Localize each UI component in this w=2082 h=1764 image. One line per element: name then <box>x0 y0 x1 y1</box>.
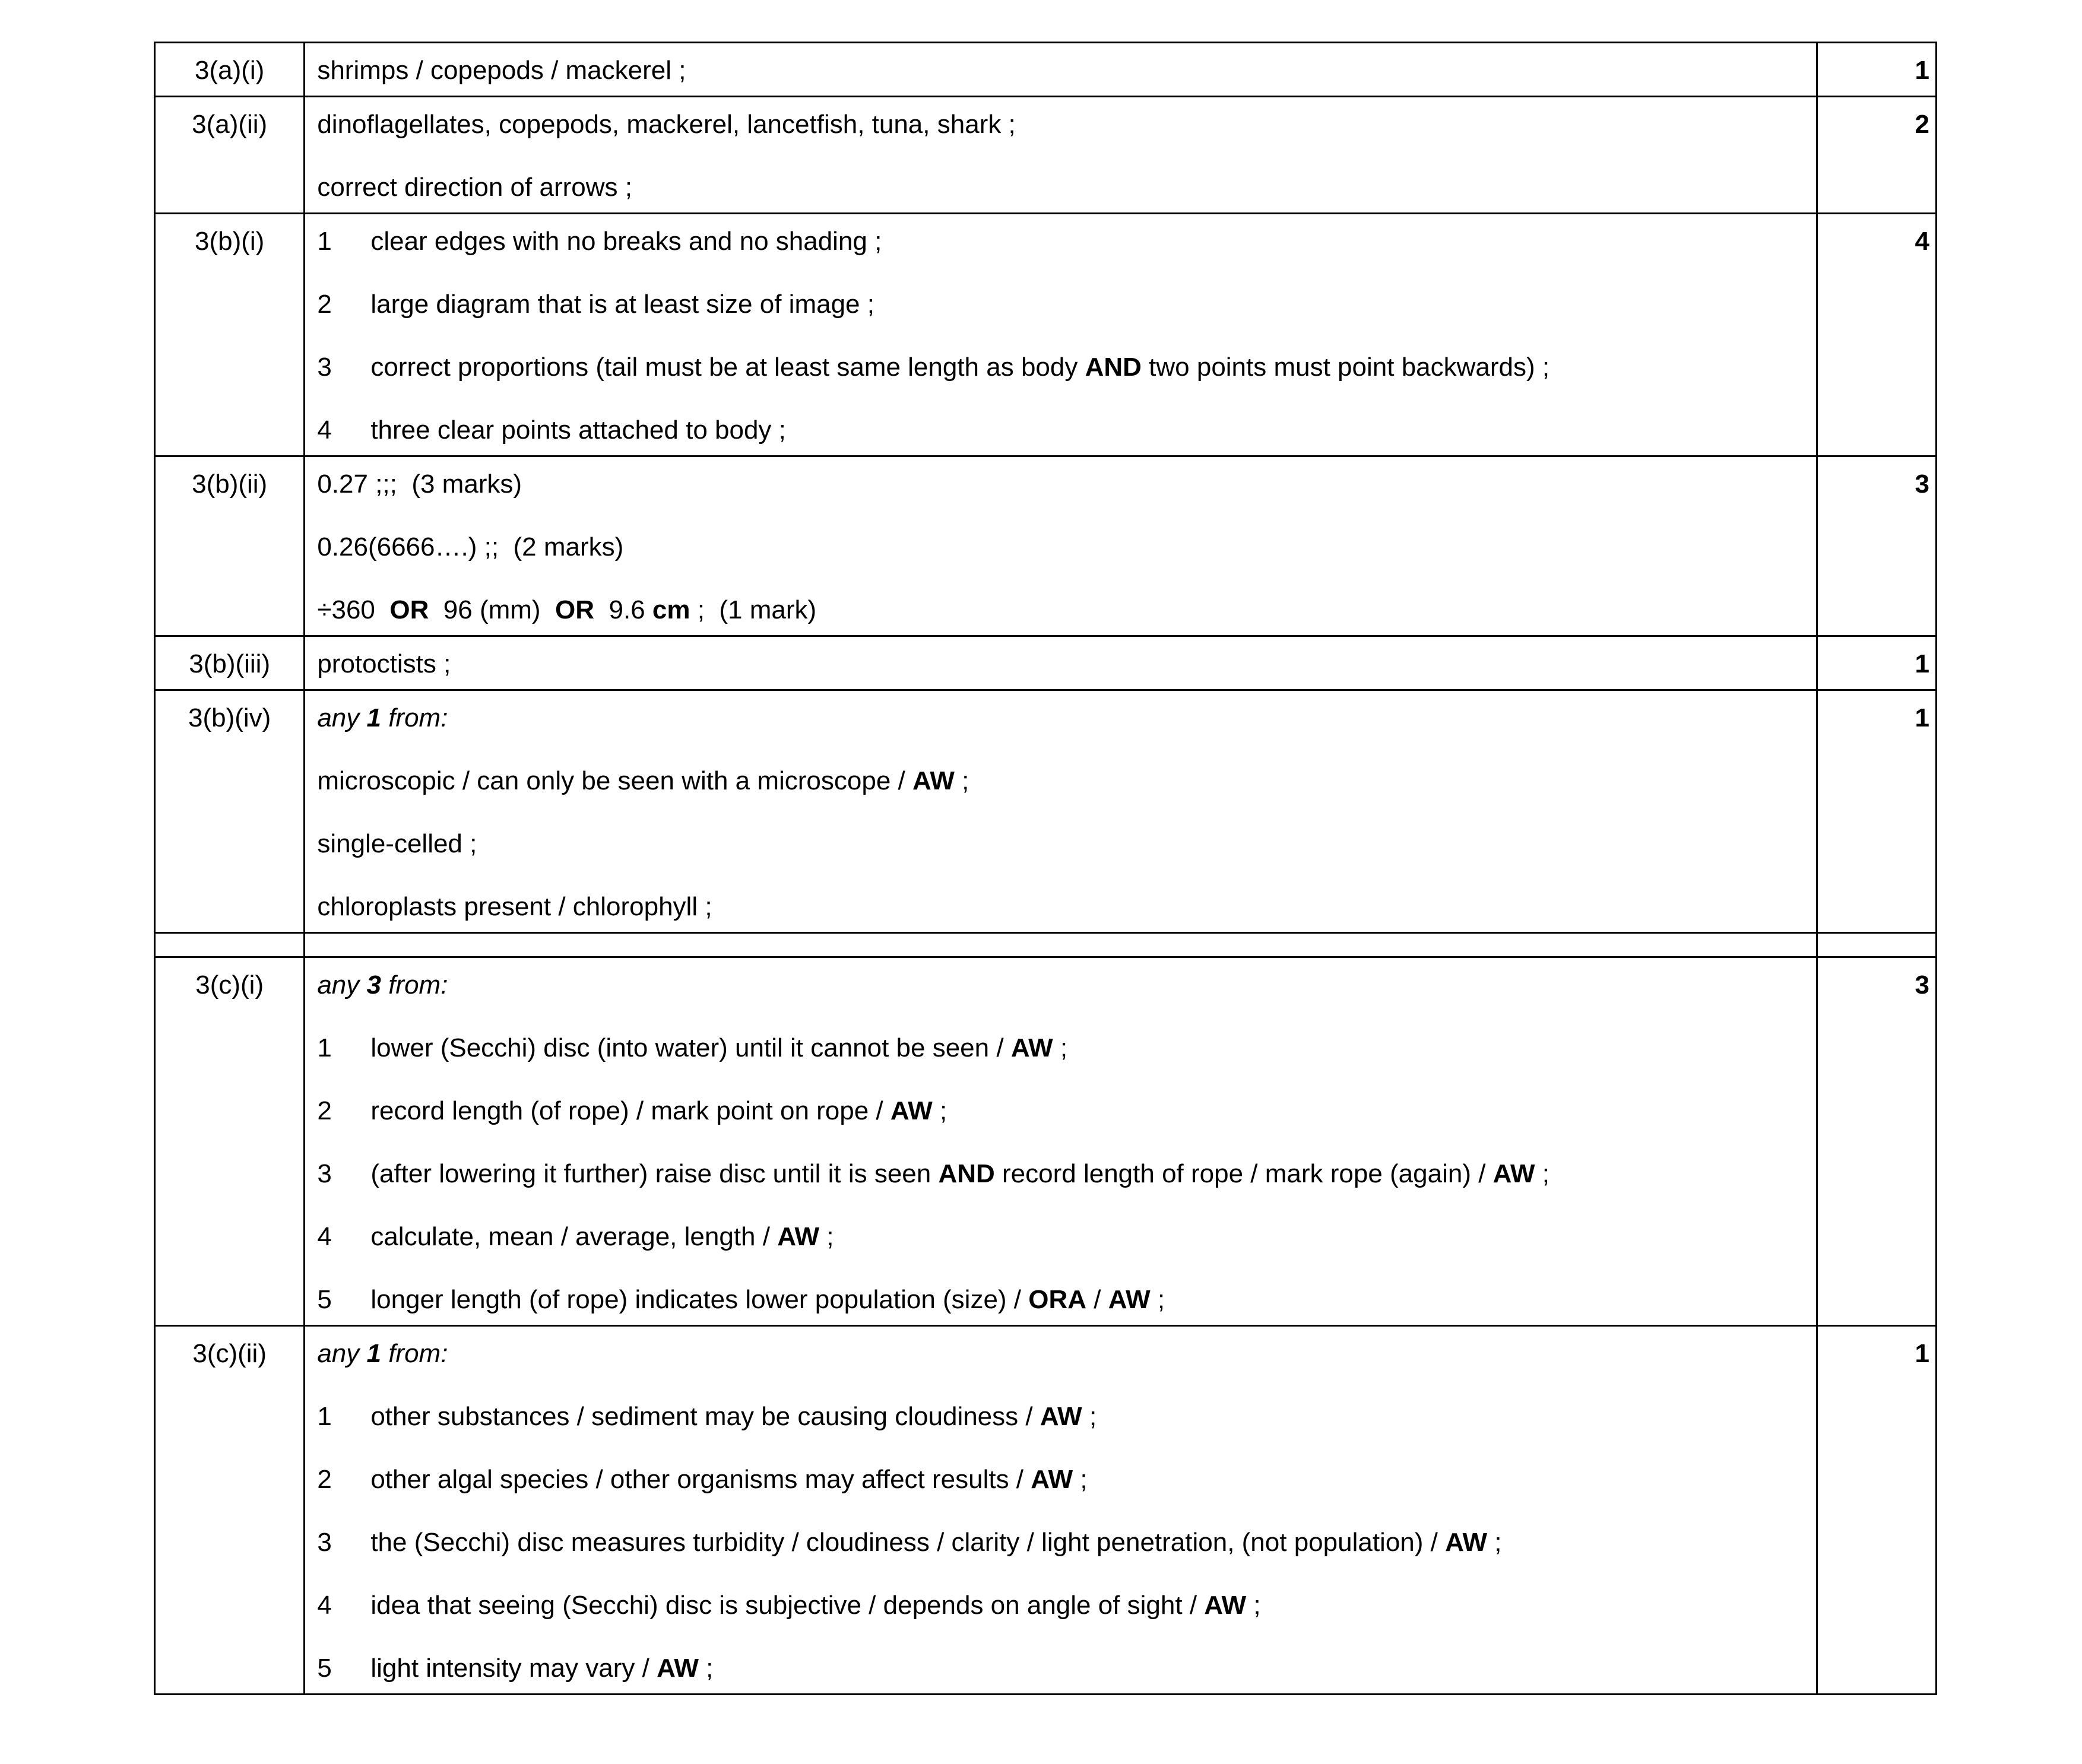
answer-text: ; <box>1487 1528 1502 1557</box>
marks-cell: 2 <box>1817 97 1936 214</box>
answer-text: any <box>317 703 367 732</box>
answer-cell <box>305 690 1817 933</box>
answer-line <box>317 532 1815 563</box>
answer-line <box>317 1527 1815 1558</box>
bold-text: AW <box>890 1096 933 1125</box>
question-number: 3(b)(ii) <box>155 456 305 636</box>
bold-text: AND <box>1085 353 1142 382</box>
answer-text: ; <box>819 1222 834 1251</box>
table-row <box>155 690 1937 933</box>
answer-line <box>317 55 1815 86</box>
answer-line <box>317 1653 1815 1684</box>
answer-line <box>317 891 1815 922</box>
bold-text: AW <box>1445 1528 1487 1557</box>
answer-text: ÷360 <box>317 595 390 624</box>
answer-line <box>317 1338 1815 1369</box>
table-row <box>155 957 1937 1326</box>
point-number: 2 <box>317 1465 332 1494</box>
point-number: 4 <box>317 1222 332 1251</box>
bold-text: OR <box>555 595 595 624</box>
bold-text: AW <box>1204 1591 1247 1620</box>
marks-cell: 1 <box>1817 636 1936 690</box>
answer-line <box>317 1284 1815 1315</box>
answer-text: two points must point backwards) ; <box>1141 353 1550 382</box>
marks-cell: 1 <box>1817 43 1936 97</box>
answer-line <box>317 1401 1815 1432</box>
answer-text: shrimps / copepods / mackerel ; <box>317 56 686 85</box>
marks-cell: 3 <box>1817 456 1936 636</box>
mark-scheme-table <box>154 42 1937 1695</box>
answer-text: correct direction of arrows ; <box>317 173 632 202</box>
answer-text: dinoflagellates, copepods, mackerel, lancetfish, tuna, shark ; <box>317 110 1016 139</box>
answer-text: 9.6 <box>594 595 652 624</box>
marks-cell: 3 <box>1817 957 1936 1326</box>
bold-text: AW <box>1108 1285 1151 1314</box>
answer-line <box>317 766 1815 797</box>
point-number: 5 <box>317 1285 332 1314</box>
answer-cell <box>305 43 1817 97</box>
separator-cell <box>305 933 1817 957</box>
answer-cell <box>305 636 1817 690</box>
answer-line <box>317 1033 1815 1064</box>
answer-text: from: <box>381 1339 448 1368</box>
answer-text: from: <box>381 703 448 732</box>
question-number: 3(a)(ii) <box>155 97 305 214</box>
answer-line <box>317 649 1815 680</box>
point-number: 1 <box>317 1402 332 1431</box>
answer-text: from: <box>381 970 448 1000</box>
table-row <box>155 456 1937 636</box>
answer-line <box>317 1159 1815 1189</box>
answer-text: lower (Secchi) disc (into water) until it cannot be seen / <box>370 1033 1011 1062</box>
answer-text: ; <box>1082 1402 1097 1431</box>
answer-line <box>317 226 1815 257</box>
answer-text: large diagram that is at least size of image ; <box>370 290 874 319</box>
answer-text: 96 (mm) <box>429 595 556 624</box>
bold-text: 1 <box>366 1339 381 1368</box>
separator-cell <box>155 933 305 957</box>
answer-cell <box>305 1326 1817 1695</box>
point-number: 1 <box>317 227 332 256</box>
marks-cell: 4 <box>1817 214 1936 456</box>
answer-cell <box>305 214 1817 456</box>
answer-text: longer length (of rope) indicates lower population (size) / <box>370 1285 1029 1314</box>
bold-text: AW <box>1040 1402 1082 1431</box>
bold-text: 3 <box>366 970 381 1000</box>
answer-text: other substances / sediment may be causing cloudiness / <box>370 1402 1040 1431</box>
bold-text: OR <box>389 595 429 624</box>
bold-text: AND <box>938 1159 995 1188</box>
point-number: 3 <box>317 353 332 382</box>
answer-text: 0.26(6666….) ;; (2 marks) <box>317 532 624 561</box>
answer-text: ; (1 mark) <box>690 595 817 624</box>
answer-text: ; <box>1150 1285 1165 1314</box>
question-number: 3(b)(iv) <box>155 690 305 933</box>
question-number: 3(a)(i) <box>155 43 305 97</box>
point-number: 5 <box>317 1654 332 1683</box>
bold-text: cm <box>652 595 690 624</box>
marks-cell: 1 <box>1817 1326 1936 1695</box>
point-number: 4 <box>317 1591 332 1620</box>
answer-line <box>317 415 1815 446</box>
table-row <box>155 97 1937 214</box>
question-number: 3(b)(i) <box>155 214 305 456</box>
bold-text: AW <box>1031 1465 1073 1494</box>
bold-text: ORA <box>1028 1285 1087 1314</box>
answer-text: chloroplasts present / chlorophyll ; <box>317 892 712 921</box>
bold-text: AW <box>657 1654 699 1683</box>
table-row <box>155 1326 1937 1695</box>
bold-text: AW <box>1492 1159 1535 1188</box>
answer-line <box>317 1096 1815 1127</box>
answer-line <box>317 289 1815 320</box>
answer-text: the (Secchi) disc measures turbidity / cloudiness / clarity / light penetration, (not population) / <box>370 1528 1446 1557</box>
answer-cell <box>305 456 1817 636</box>
answer-line <box>317 970 1815 1001</box>
answer-text: microscopic / can only be seen with a microscope / <box>317 766 912 795</box>
answer-line <box>317 1590 1815 1621</box>
answer-text: record length of rope / mark rope (again) / <box>994 1159 1493 1188</box>
answer-text: light intensity may vary / <box>370 1654 657 1683</box>
answer-text: other algal species / other organisms may affect results / <box>370 1465 1031 1494</box>
answer-text: correct proportions (tail must be at least same length as body <box>370 353 1085 382</box>
answer-line <box>317 352 1815 383</box>
question-number: 3(c)(ii) <box>155 1326 305 1695</box>
bold-text: AW <box>912 766 955 795</box>
mark-scheme-body <box>155 43 1937 1695</box>
answer-text: ; <box>698 1654 714 1683</box>
question-number: 3(c)(i) <box>155 957 305 1326</box>
answer-line <box>317 1222 1815 1252</box>
answer-line <box>317 172 1815 203</box>
answer-text: calculate, mean / average, length / <box>370 1222 778 1251</box>
answer-text: ; <box>954 766 969 795</box>
answer-line <box>317 1464 1815 1495</box>
answer-cell <box>305 957 1817 1326</box>
answer-text: protoctists ; <box>317 649 451 678</box>
answer-text: (after lowering it further) raise disc until it is seen <box>370 1159 939 1188</box>
bold-text: 1 <box>366 703 381 732</box>
marks-cell: 1 <box>1817 690 1936 933</box>
answer-cell <box>305 97 1817 214</box>
answer-text: record length (of rope) / mark point on rope / <box>370 1096 891 1125</box>
mark-scheme-page <box>154 42 1937 1719</box>
question-number: 3(b)(iii) <box>155 636 305 690</box>
table-row <box>155 43 1937 97</box>
point-number: 1 <box>317 1033 332 1062</box>
answer-line <box>317 829 1815 859</box>
answer-text: ; <box>1073 1465 1088 1494</box>
point-number: 3 <box>317 1159 332 1188</box>
bold-text: AW <box>1010 1033 1053 1062</box>
point-number: 4 <box>317 415 332 445</box>
answer-text: idea that seeing (Secchi) disc is subjective / depends on angle of sight / <box>370 1591 1205 1620</box>
row-separator <box>155 933 1937 957</box>
answer-text: ; <box>1535 1159 1549 1188</box>
answer-line <box>317 469 1815 500</box>
answer-line <box>317 109 1815 140</box>
bold-text: AW <box>777 1222 820 1251</box>
table-row <box>155 214 1937 456</box>
point-number: 2 <box>317 290 332 319</box>
separator-cell <box>1817 933 1936 957</box>
answer-text: ; <box>1246 1591 1261 1620</box>
answer-text: single-celled ; <box>317 829 477 858</box>
answer-text: ; <box>932 1096 947 1125</box>
answer-text: / <box>1086 1285 1108 1314</box>
table-row <box>155 636 1937 690</box>
answer-text: three clear points attached to body ; <box>370 415 786 445</box>
point-number: 3 <box>317 1528 332 1557</box>
answer-text: ; <box>1053 1033 1068 1062</box>
answer-text: clear edges with no breaks and no shading ; <box>370 227 882 256</box>
answer-text: 0.27 ;;; (3 marks) <box>317 469 522 499</box>
answer-line <box>317 703 1815 734</box>
answer-text: any <box>317 1339 367 1368</box>
point-number: 2 <box>317 1096 332 1125</box>
answer-line <box>317 595 1815 626</box>
answer-text: any <box>317 970 367 1000</box>
